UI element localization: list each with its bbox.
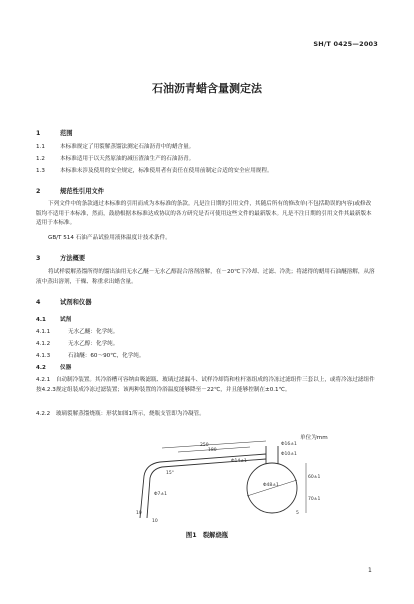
reference-item: GB/T 514 石油产品试验用液体温度计技术条件。 bbox=[48, 235, 171, 241]
section-number: 4 bbox=[36, 299, 41, 306]
list-item bbox=[36, 155, 194, 163]
dim-label: Φ48±1 bbox=[263, 483, 279, 488]
dim-label: Φ10±1 bbox=[281, 452, 297, 457]
instrument-item-1: 4.2.1 自动制冷装置。其冷浴槽可容纳由吸滤瓶、玻璃过滤漏斗、试样冷却筒和柱杆塞组成的冷冻过滤组件三套以上，或将冷冻过滤组件按4.2.3规定组装成冷冻过滤装置；该两种装置的冷浴温度能够降至－22℃，并且能够控制在±0.1℃。 bbox=[36, 377, 375, 393]
dim-label: Φ16±1 bbox=[281, 442, 297, 447]
section-heading-method bbox=[36, 253, 85, 262]
clause-text: 无水乙醚：化学纯。 bbox=[68, 329, 119, 335]
page-number: 1 bbox=[368, 567, 372, 574]
dim-label: 180 bbox=[208, 448, 217, 453]
clause-number: 4.1.3 bbox=[36, 353, 51, 359]
section-heading-references bbox=[36, 186, 104, 195]
figure-caption: 图1 裂解烧瓶 bbox=[185, 532, 229, 539]
section-heading-scope bbox=[36, 128, 73, 137]
clause-text: 本标准适用于以天然原油的减压渣油生产的石油沥青。 bbox=[60, 156, 195, 162]
clause-number: 4.1 bbox=[36, 317, 46, 323]
list-item bbox=[36, 352, 144, 360]
dim-label: 10 bbox=[152, 519, 158, 524]
section-title: 范围 bbox=[60, 130, 73, 137]
dim-label: Φ7±1 bbox=[154, 492, 168, 497]
method-paragraph: 将试样裂解蒸馏所得的馏出油用无水乙醚－无水乙醇混合溶剂溶解，在－20℃下冷却、过滤、冷洗；将滤得的蜡用石油醚溶解，从溶液中蒸出溶剂，干燥、称重求出蜡含量。 bbox=[36, 269, 375, 285]
instrument-item-2: 4.2.2 玻璃裂解蒸馏烧瓶：形状如图1所示，烧瓶支管即为冷凝管。 bbox=[36, 411, 205, 417]
list-item bbox=[36, 340, 118, 348]
subsection-instruments bbox=[36, 364, 71, 372]
section-title: 试剂和仪器 bbox=[60, 299, 92, 306]
clause-title: 试剂 bbox=[60, 317, 72, 323]
figure-unit-note: 单位为mm bbox=[300, 435, 328, 441]
dim-label: Φ14±1 bbox=[231, 459, 247, 464]
cracking-flask-drawing bbox=[100, 440, 330, 525]
subsection-reagents bbox=[36, 316, 71, 324]
clause-title: 仪器 bbox=[60, 365, 72, 371]
section-number: 1 bbox=[36, 130, 41, 137]
clause-number: 1.2 bbox=[36, 156, 45, 162]
clause-text: 本标准未涉及使用的安全规定，标准使用者有责任在使用前制定合适的安全应用规程。 bbox=[60, 168, 273, 174]
clause-number: 4.1.1 bbox=[36, 329, 51, 335]
page-title: 石油沥青蜡含量测定法 bbox=[152, 82, 262, 95]
clause-number: 4.1.2 bbox=[36, 341, 51, 347]
dim-label: 5 bbox=[296, 511, 299, 516]
standard-number: SH/T 0425—2003 bbox=[313, 40, 378, 48]
clause-number: 1.1 bbox=[36, 144, 45, 150]
section-title: 方法概要 bbox=[60, 255, 86, 262]
section-heading-reagents-instruments bbox=[36, 297, 91, 306]
clause-text: 本标准规定了用裂解蒸馏法测定石油沥青中的蜡含量。 bbox=[60, 144, 195, 150]
dim-line-250 bbox=[162, 441, 266, 448]
clause-number: 1.3 bbox=[36, 168, 45, 174]
section-number: 2 bbox=[36, 188, 41, 195]
references-paragraph: 下列文件中的条款通过本标准的引用而成为本标准的条款。凡是注日期的引用文件，其随后所有的修改单(不包括勘误的内容)或修改版均不适用于本标准，然而，鼓励根据本标准达成协议的各方研究是否可使用这些文件的最新版本。凡是不注日期的引用文件其最新版本适用于本标准。 bbox=[36, 201, 372, 226]
clause-number: 4.2 bbox=[36, 365, 46, 371]
list-item bbox=[36, 167, 273, 175]
list-item bbox=[36, 328, 118, 336]
dim-label: 15° bbox=[166, 471, 174, 476]
section-number: 3 bbox=[36, 255, 41, 262]
clause-text: 无水乙醇：化学纯。 bbox=[68, 341, 119, 347]
dim-label: 10 bbox=[136, 511, 142, 516]
list-item bbox=[36, 143, 194, 151]
section-title: 规范性引用文件 bbox=[60, 188, 105, 195]
side-arm-inner bbox=[147, 459, 266, 518]
dim-label: 70±1 bbox=[308, 497, 321, 502]
dim-label: 60±1 bbox=[308, 475, 321, 480]
clause-text: 石油醚：60～90℃，化学纯。 bbox=[68, 353, 145, 359]
dim-label: 250 bbox=[200, 443, 209, 448]
